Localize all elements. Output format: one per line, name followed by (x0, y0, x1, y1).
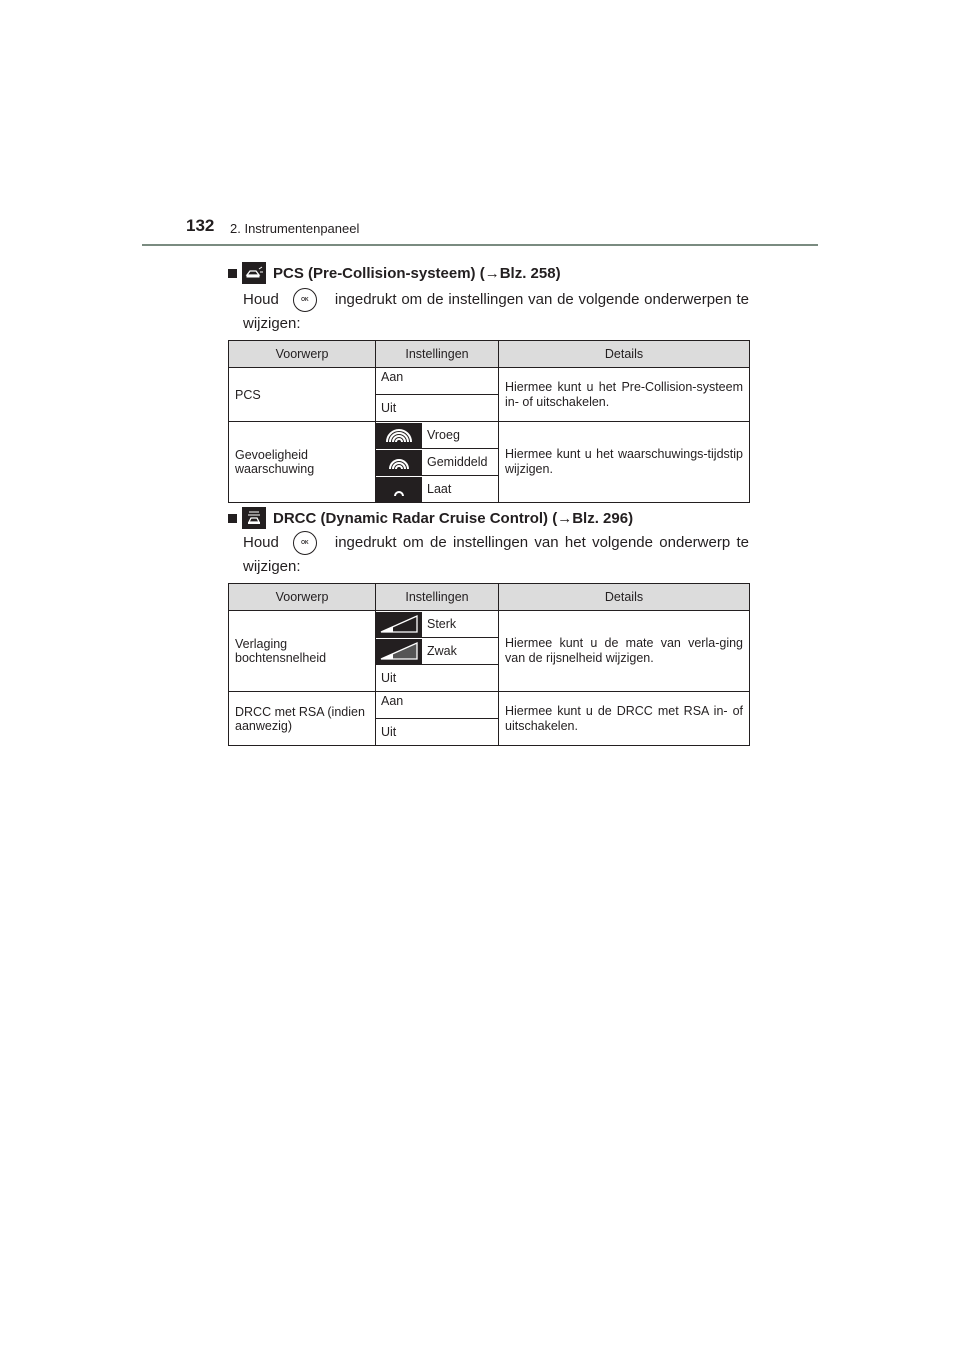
section-heading-drcc (228, 507, 633, 529)
page-number: 132 (186, 216, 215, 235)
table-header-row (229, 341, 750, 368)
page-reference: Blz. 258) (499, 264, 561, 282)
setting-cell (376, 422, 499, 449)
sensitivity-high-icon (376, 423, 422, 448)
arrow-symbol: → (484, 264, 500, 282)
speed-reduction-weak-icon (376, 639, 422, 664)
section-heading-pcs (228, 262, 561, 284)
setting-label: Vroeg (427, 428, 460, 442)
item-cell: PCS (229, 368, 376, 422)
setting-label: Sterk (427, 617, 457, 631)
item-cell: Verlaging bochtensnelheid (229, 611, 376, 692)
item-cell: DRCC met RSA (indien aanwezig) (229, 692, 376, 746)
sensitivity-low-icon (376, 477, 422, 502)
details-cell: Hiermee kunt u het waarschuwings-tijdstip wijzigen. (499, 422, 750, 503)
instruction-text-after: ingedrukt om de instellingen van het volgende onderwerp te wijzigen: (243, 534, 749, 576)
setting-cell (376, 611, 499, 638)
column-header-voorwerp: Voorwerp (229, 584, 376, 611)
setting-label: Uit (381, 671, 397, 685)
drcc-settings-table (228, 583, 750, 746)
instruction-paragraph-drcc (243, 531, 749, 578)
details-cell: Hiermee kunt u de DRCC met RSA in- of uitschakelen. (499, 692, 750, 746)
header-rule (142, 244, 818, 246)
setting-label: Uit (381, 401, 397, 415)
setting-cell (376, 692, 499, 719)
drcc-icon (242, 507, 266, 529)
instruction-text-before: Houd (243, 291, 279, 308)
instruction-text-after: ingedrukt om de instellingen van de volgende onderwerpen te wijzigen: (243, 291, 749, 333)
column-header-instellingen: Instellingen (376, 584, 499, 611)
setting-label: Laat (427, 482, 452, 496)
column-header-details: Details (499, 584, 750, 611)
column-header-instellingen: Instellingen (376, 341, 499, 368)
ok-button-icon: OK (293, 288, 317, 312)
chapter-title: 2. Instrumentenpaneel (230, 221, 360, 236)
pcs-car-icon (242, 262, 266, 284)
square-bullet-icon (228, 514, 237, 523)
setting-label: Zwak (427, 644, 457, 658)
instruction-paragraph-pcs (243, 288, 749, 335)
sensitivity-medium-icon (376, 450, 422, 475)
setting-cell (376, 449, 499, 476)
setting-cell (376, 719, 499, 746)
setting-label: Gemiddeld (427, 455, 488, 469)
instruction-text-before: Houd (243, 534, 279, 551)
pcs-settings-table (228, 340, 750, 503)
table-row (229, 692, 750, 719)
setting-label: Aan (381, 370, 404, 384)
details-cell: Hiermee kunt u de mate van verla-ging van de rijsnelheid wijzigen. (499, 611, 750, 692)
ok-button-icon: OK (293, 531, 317, 555)
section-heading-text: PCS (Pre-Collision-systeem) ( (273, 264, 485, 282)
section-heading-text: DRCC (Dynamic Radar Cruise Control) ( (273, 509, 558, 527)
table-row (229, 422, 750, 449)
table-row (229, 368, 750, 395)
setting-cell (376, 368, 499, 395)
table-header-row (229, 584, 750, 611)
setting-label: Aan (381, 694, 404, 708)
arrow-symbol: → (557, 509, 573, 527)
setting-label: Uit (381, 725, 397, 739)
setting-cell (376, 476, 499, 503)
setting-cell (376, 395, 499, 422)
speed-reduction-strong-icon (376, 612, 422, 637)
page-reference: Blz. 296) (572, 509, 634, 527)
column-header-voorwerp: Voorwerp (229, 341, 376, 368)
setting-cell (376, 638, 499, 665)
item-cell: Gevoeligheid waarschuwing (229, 422, 376, 503)
details-cell: Hiermee kunt u het Pre-Collision-systeem in- of uitschakelen. (499, 368, 750, 422)
square-bullet-icon (228, 269, 237, 278)
setting-cell (376, 665, 499, 692)
table-row (229, 611, 750, 638)
column-header-details: Details (499, 341, 750, 368)
